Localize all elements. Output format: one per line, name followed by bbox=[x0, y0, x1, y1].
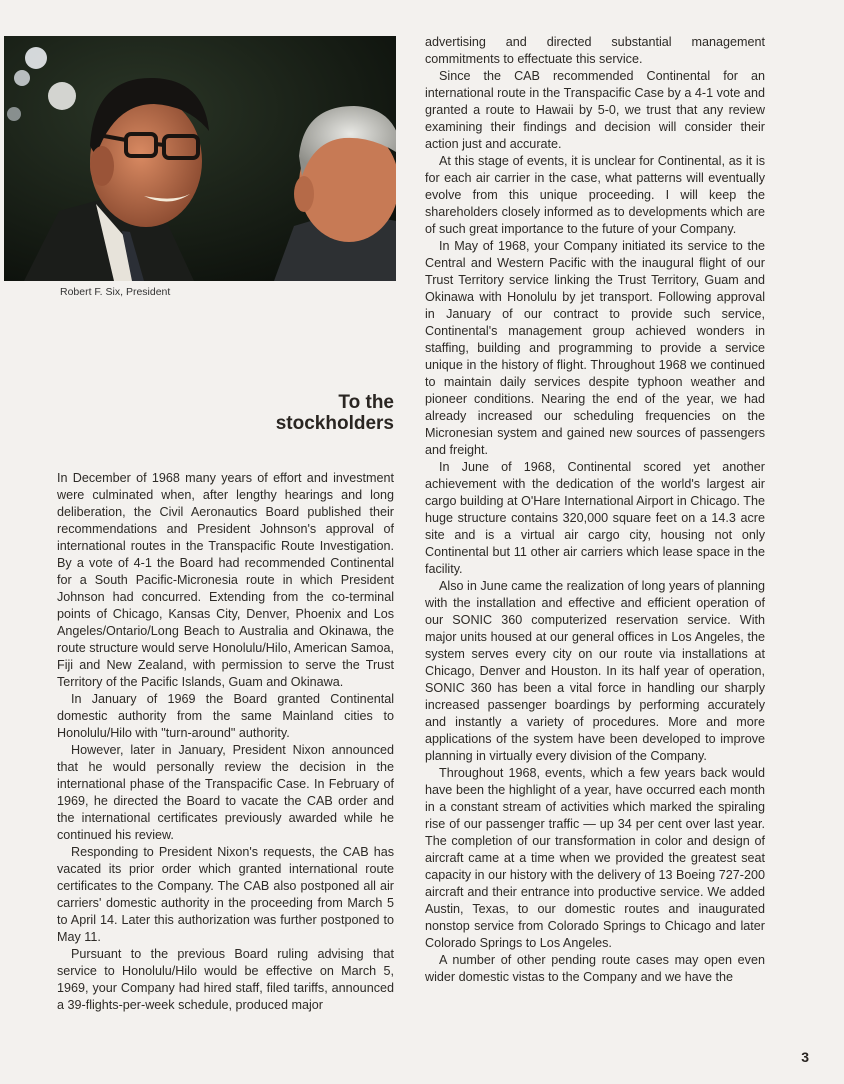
paragraph: Responding to President Nixon's requests, the CAB has vacated its prior order which granted international route certificates to the Company. The CAB also postponed all air carriers' domestic authority in the proceeding from March 5 to April 14. Later this authorization was further postponed to May 11. bbox=[57, 845, 394, 944]
paragraph: However, later in January, President Nixon announced that he would personally review the decision in the international phase of the Transpacific Case. In February of 1969, he directed the Board to vacate the CAB order and the international certificates previously awarded while he continued his review. bbox=[57, 743, 394, 842]
paragraph: In January of 1969 the Board granted Continental domestic authority from the same Mainland cities to Honolulu/Hilo with "turn-around" authority. bbox=[57, 692, 394, 740]
paragraph: At this stage of events, it is unclear for Continental, as it is for each air carrier in the case, what patterns will eventually evolve from this unique proceeding. I will keep the shareholders closely informed as to developments which are of such great importance to the future of your Company. bbox=[425, 154, 765, 236]
photo-caption: Robert F. Six, President bbox=[60, 286, 171, 298]
left-text-column bbox=[57, 470, 394, 1014]
paragraph: In June of 1968, Continental scored yet another achievement with the dedication of the world's largest air cargo building at O'Hare International Airport in Chicago. The huge structure contains 320,000 square feet on a 14.3 acre site and is a virtual air cargo city, housing not only Continental but 11 other air carriers which lease space in the facility. bbox=[425, 460, 765, 576]
section-heading bbox=[276, 392, 394, 434]
paragraph: Throughout 1968, events, which a few years back would have been the highlight of a year, have occurred each month in a constant stream of activities which marked the spiraling rise of our passenger traffic — up 34 per cent over last year. The completion of our transformation in color and design of aircraft came at a time when we provided the greatest seat capacity in our history with the delivery of 13 Boeing 727-200 aircraft and their entrance into productive service. We added Austin, Texas, to our domestic routes and inaugurated nonstop service from Colorado Springs to Chicago and later Colorado Springs to Los Angeles. bbox=[425, 766, 765, 950]
heading-line-2: stockholders bbox=[275, 413, 394, 434]
heading-line-1: To the bbox=[338, 392, 394, 413]
paragraph: Pursuant to the previous Board ruling advising that service to Honolulu/Hilo would be effective on March 5, 1969, your Company had hired staff, filed tariffs, announced a 39-flights-per-week schedule, produced major bbox=[57, 947, 394, 1012]
paragraph: In December of 1968 many years of effort and investment were culminated when, after lengthy hearings and long deliberation, the Civil Aeronautics Board published their recommendations and President Johnson's approval of international routes in the Transpacific Route Investigation. By a vote of 4-1 the Board had recommended Continental for a South Pacific-Micronesia route in which President Johnson had concurred. Extending from the co-terminal points of Chicago, Kansas City, Denver, Phoenix and Los Angeles/Ontario/Long Beach to Australia and Okinawa, the route structure would serve Honolulu/Hilo, American Samoa, Fiji and New Zealand, with permission to serve the Trust Territory of the Pacific Islands, Guam and Okinawa. bbox=[57, 471, 394, 689]
page-number: 3 bbox=[801, 1049, 809, 1065]
paragraph: Since the CAB recommended Continental for an international route in the Transpacific Case by a 4-1 vote and granted a route to Hawaii by 5-0, we trust that any review examining their findings and decision will consider their action just and accurate. bbox=[425, 69, 765, 151]
photo-illustration bbox=[4, 36, 396, 281]
right-text-column bbox=[425, 34, 765, 986]
paragraph: A number of other pending route cases may open even wider domestic vistas to the Company and we have the bbox=[425, 953, 765, 984]
paragraph: In May of 1968, your Company initiated its service to the Central and Western Pacific with the inaugural flight of our Trust Territory service linking the Trust Territory, Guam and Okinawa with Honolulu by jet transport. Following approval in January of our contract to provide such service, Continental's management group achieved wonders in staffing, building and programming to provide a service unique in the history of flight. Throughout 1968 we continued to maintain daily services despite typhoon weather and pioneer conditions. Nearing the end of the year, we had already increased our scheduling frequencies on the Micronesian system and gained new sources of passengers and freight. bbox=[425, 239, 765, 457]
paragraph: Also in June came the realization of long years of planning with the installation and effective and efficient operation of our SONIC 360 computerized reservation service. With major units housed at our general offices in Los Angeles, the system serves every city on our route via installations at Chicago, Denver and Houston. In its half year of operation, SONIC 360 has been a vital force in handling our sharply increased passenger boardings by performing accurately and instantly a variety of procedures. More and more applications of the system have been developed to improve planning in virtually every division of the Company. bbox=[425, 579, 765, 763]
paragraph: advertising and directed substantial management commitments to effectuate this service. bbox=[425, 35, 765, 66]
president-photo bbox=[4, 36, 396, 281]
